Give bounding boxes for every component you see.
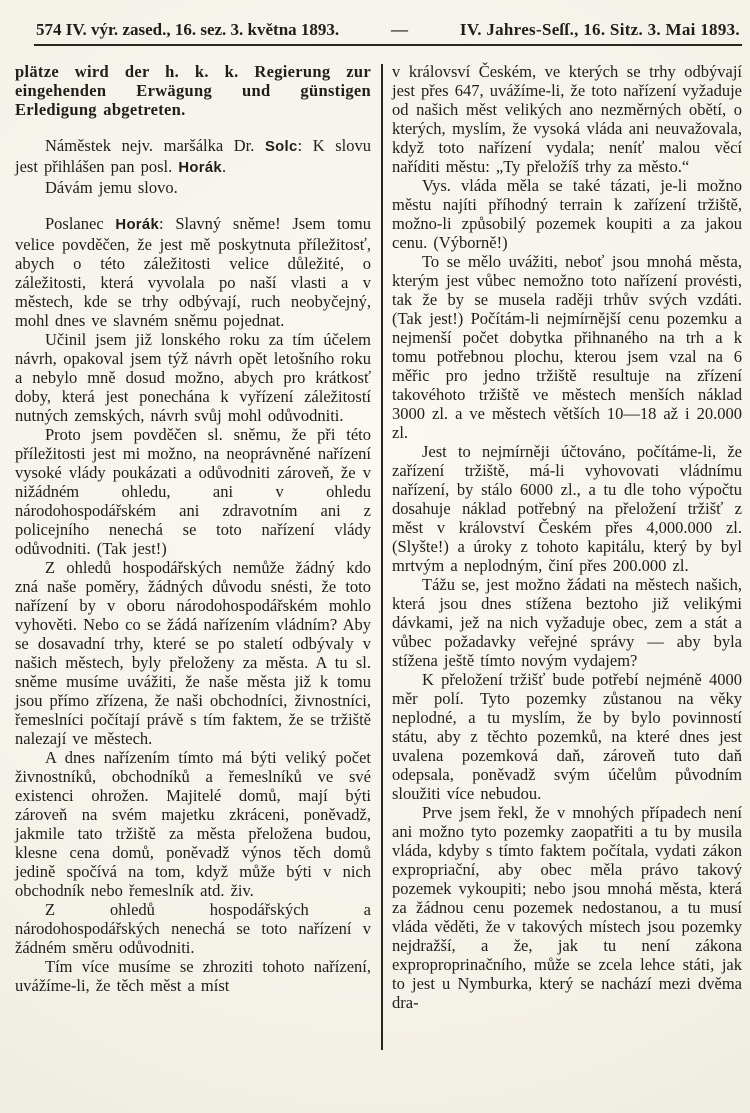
header-dash: — <box>391 20 409 39</box>
header-czech-session: 574 IV. výr. zased., 16. sez. 3. května 1893. <box>36 20 340 39</box>
text-run: Z ohledů hospodářských a národohospodářských nenechá se toto nařízení v žádném směru odůvodniti. <box>15 900 371 957</box>
speaker-name: Horák <box>115 217 159 233</box>
paragraph <box>15 425 371 558</box>
paragraph <box>15 558 371 748</box>
paragraph <box>392 62 742 176</box>
header-german-session: IV. Jahres-Seſſ., 16. Sitz. 3. Mai 1893. <box>459 20 740 39</box>
paragraph <box>15 136 371 178</box>
right-column <box>392 62 742 1050</box>
text-run: : Slavný sněme! Jsem tomu velice povděčen, že jest mě poskytnuta příležitosť, abych o této záležitosti velice důležité, o záležitosti, která vyvolala po naší vlasti a v městech, kde se trhy odbývají, ruch neobyčejný, mohl dnes ve slavném sněmu pojednat. <box>15 214 372 330</box>
text-run: A dnes nařízením tímto má býti veliký počet živnostníků, obchodníků a řemeslníků ve své existenci ohrožen. Majitelé domů, mají býti zároveň na svém majetku zkráceni, poněvadž, jakmile tato tržiště za města přeložena budou, klesne cena domů, poněvadž výnos těch domů jedině spočívá na tom, když může býti v nich obchodník nebo řemeslník atd. živ. <box>15 748 371 900</box>
text-run: Proto jsem povděčen sl. sněmu, že při této příležitosti jest mi možno, na neoprávněné nařízení vysoké vlády poukázati a odůvodniti zároveň, že v nižádném ohledu, ani v ohledu národohospodářském ani zdravotním ani z policejního nenechá se toto nařízení vlády odůvodniti. (Tak jest!) <box>15 425 371 558</box>
paragraph <box>392 670 742 803</box>
text-run: plätze wird der h. k. k. Regierung zur eingehenden Erwägung und günstigen Erledigung abgetreten. <box>15 62 371 119</box>
text-run: Dávám jemu slovo. <box>45 178 178 197</box>
text-run: Z ohledů hospodářských nemůže žádný kdo zná naše poměry, žádných důvodu snésti, že toto nařízení by v oboru národohospodářském mohlo vyhověti. Nebo co se žádá nařízením vládním? Aby se dosavadní trhy, které se po staletí odbývaly v našich městech, byly přeloženy za města. A tu sl. sněme musíme uvážiti, že naše města již k tomu jsou přímo zřízena, že naši obchodníci, živnostníci, řemeslníci počítají právě s tím faktem, že se tržiště nalezají ve městech. <box>15 558 371 748</box>
column-divider <box>381 64 383 1050</box>
text-run: Poslanec <box>45 214 116 233</box>
text-run: : K slovu jest přihlášen pan posl. <box>15 136 371 176</box>
text-run: K přeložení tržišť bude potřebí nejméně 4000 měr polí. Tyto pozemky zůstanou na věky neplodné, a tu myslím, že by bylo povinností státu, aby z těchto pozemků, na které dnes jest uvalena pozemková daň, zároveň tuto daň odepsala, poněvadž svým účelům původním sloužiti více nebudou. <box>392 670 742 803</box>
paragraph <box>15 178 371 197</box>
paragraph <box>392 442 742 575</box>
text-run: Náměstek nejv. maršálka Dr. <box>45 136 265 155</box>
paragraph <box>15 62 371 119</box>
text-run: Jest to nejmírněji účtováno, počítáme-li, že zařízení tržiště, má-li vyhovovati vládnímu nařízení, by stálo 6000 zl., a tu dle toho výpočtu dosahuje náklad potřebný na přeložení tržišť z měst v království Českém přes 4,000.000 zl. (Slyšte!) a úroky z tohoto kapitálu, který by byl mrtvým a neplodným, činí přes 200.000 zl. <box>392 442 742 575</box>
paragraph <box>15 900 371 957</box>
paragraph <box>392 176 742 252</box>
text-columns <box>15 62 742 1050</box>
page-header <box>36 20 740 40</box>
text-run: . <box>221 157 227 176</box>
paragraph <box>15 330 371 425</box>
header-rule <box>34 44 742 46</box>
text-run: v královsví Českém, ve kterých se trhy odbývají jest přes 647, uvážíme-li, že toto nařízení vyžaduje od našich měst velikých ano nezměrných obětí, o kterých, myslím, že vysoká vláda ani neuvažovala, když toto nařízení vydala; neníť malou věcí naříditi městu: „Ty přeložíš trhy za město.“ <box>392 62 742 176</box>
left-column <box>15 62 371 1050</box>
text-run: Učinil jsem již lonského roku za tím účelem návrh, opakoval jsem týž návrh opět letošního roku a nebylo mně dosud možno, abych pro krátkosť doby, která jest ponechána k vyřízení záležitostí nutných zemských, návrh svůj mohl odůvodniti. <box>15 330 371 425</box>
text-run: Prve jsem řekl, že v mnohých případech není ani možno tyto pozemky zaopatřiti a tu by musila vláda, kdyby s tímto faktem počítala, vydati zákon expropriační, aby obec měla právo takový pozemek vykoupiti; nebo jsou mnohá města, která za žádnou cenu pozemek nedostanou, a tu musí vláda věděti, že v takových místech jsou pozemky nejdražší, a že, jak tu není zákona exproproprinačního, může se zcela lehce státi, jak to jest u Nymburka, který se nachází mezi dvěma dra- <box>392 803 742 1012</box>
paragraph <box>15 748 371 900</box>
paragraph <box>392 803 742 1012</box>
text-run: Tím více musíme se zhroziti tohoto nařízení, uvážíme-li, že těch měst a míst <box>15 957 371 995</box>
speaker-name: Solc <box>264 139 298 155</box>
text-run: Tážu se, jest možno žádati na městech našich, která jsou dnes stížena beztoho již velikými dávkami, jež na nich vyžaduje obec, zem a stát a vůbec požadavky veřejné správy — aby byla stížena ještě tímto novým vydajem? <box>392 575 742 670</box>
paragraph <box>15 214 371 330</box>
paragraph <box>15 957 371 995</box>
text-run: To se mělo uvážiti, neboť jsou mnohá města, kterým jest vůbec nemožno toto nařízení provésti, tak že by se musela raději trhův svých vzdáti. (Tak jest!) Počítám-li nejmírnější cenu pozemku a nejmenší počet dobytka přihnaného na trh a k tomu potřebnou plochu, kterou jsem vzal na 6 měřic pro jedno tržiště resultuje na zřízení takovéhoto tržiště ve městech menších náklad 3000 zl. a ve městech větších 10—18 až i 20.000 zl. <box>392 252 742 442</box>
paragraph <box>392 575 742 670</box>
text-run: Vys. vláda měla se také tázati, je-li možno městu najíti příhodný terrain k zařízení tržiště, možno-li způsobilý pozemek koupiti a za jakou cenu. (Výborně!) <box>392 176 742 252</box>
paragraph <box>392 252 742 442</box>
speaker-name: Horák <box>178 160 222 176</box>
